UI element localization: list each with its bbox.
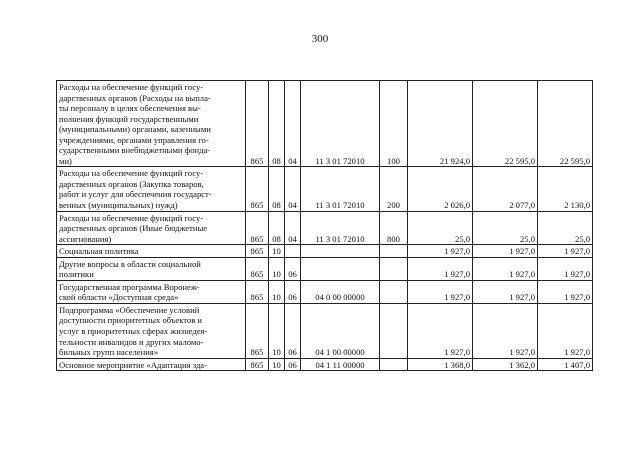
row-name-line: доступности приоритетных объектов и — [59, 315, 203, 326]
amount-year1-cell: 1 927,0 — [408, 280, 473, 303]
amount-year2-cell: 1 927,0 — [473, 257, 538, 280]
table-row — [57, 303, 593, 358]
vr-cell — [380, 245, 408, 258]
pr-cell: 04 — [285, 167, 301, 211]
amount-year1-cell: 1 927,0 — [408, 257, 473, 280]
amount-year1-cell: 25,0 — [408, 211, 473, 245]
amount-year3-cell: 1 927,0 — [538, 303, 593, 358]
rz-cell: 08 — [269, 167, 285, 211]
amount-year2-cell: 1 927,0 — [473, 245, 538, 258]
rz-cell: 10 — [269, 358, 285, 371]
rz-cell: 08 — [269, 81, 285, 167]
pr-cell: 04 — [285, 81, 301, 167]
ved-cell: 865 — [246, 280, 269, 303]
ved-cell: 865 — [246, 81, 269, 167]
csr-cell: 11 3 01 72010 — [301, 81, 380, 167]
row-name-line: учреждениями, органами управления го- — [59, 134, 209, 145]
csr-cell — [301, 245, 380, 258]
csr-cell: 04 1 11 00000 — [301, 358, 380, 371]
amount-year1-cell: 1 927,0 — [408, 303, 473, 358]
table-row — [57, 280, 593, 303]
table-row — [57, 167, 593, 211]
row-name-line: тельности инвалидов и других маломо- — [59, 336, 204, 347]
row-name-line: ской области «Доступная среда» — [59, 292, 179, 303]
vr-cell: 200 — [380, 167, 408, 211]
ved-cell: 865 — [246, 257, 269, 280]
amount-year3-cell: 1 927,0 — [538, 245, 593, 258]
row-name-cell — [57, 167, 246, 211]
amount-year2-cell: 1 362,0 — [473, 358, 538, 371]
amount-year3-cell: 1 927,0 — [538, 257, 593, 280]
csr-cell: 11 3 01 72010 — [301, 167, 380, 211]
csr-cell: 04 1 00 00000 — [301, 303, 380, 358]
row-name-line: Расходы на обеспечение функций госу- — [59, 82, 204, 92]
amount-year1-cell: 21 924,0 — [408, 81, 473, 167]
row-name-line: работ и услуг для обеспечения государст- — [59, 189, 212, 200]
ved-cell: 865 — [246, 245, 269, 258]
pr-cell — [285, 245, 301, 258]
table-row — [57, 211, 593, 245]
ved-cell: 865 — [246, 303, 269, 358]
rz-cell: 10 — [269, 280, 285, 303]
table-body — [57, 81, 593, 371]
row-name-line: Расходы на обеспечение функций госу- — [59, 168, 204, 179]
row-name-cell — [57, 245, 246, 258]
row-name-line: дарственных органов (Закупка товаров, — [59, 178, 204, 189]
row-name-line: Социальная политика — [59, 246, 139, 257]
vr-cell — [380, 303, 408, 358]
row-name-line: бильных групп населения» — [59, 347, 159, 358]
ved-cell: 865 — [246, 358, 269, 371]
ved-cell: 865 — [246, 211, 269, 245]
amount-year1-cell: 1 368,0 — [408, 358, 473, 371]
row-name-line: услуг в приоритетных сферах жизнедея- — [59, 326, 208, 337]
row-name-line: Расходы на обеспечение функций госу- — [59, 212, 204, 223]
pr-cell: 04 — [285, 211, 301, 245]
amount-year3-cell: 1 407,0 — [538, 358, 593, 371]
pr-cell: 06 — [285, 303, 301, 358]
vr-cell — [380, 280, 408, 303]
csr-cell: 04 0 00 00000 — [301, 280, 380, 303]
vr-cell — [380, 358, 408, 371]
row-name-line: Основное мероприятие «Адаптация зда- — [59, 359, 207, 370]
pr-cell: 06 — [285, 358, 301, 371]
row-name-line: Подпрограмма «Обеспечение условий — [59, 304, 200, 315]
amount-year2-cell: 1 927,0 — [473, 303, 538, 358]
row-name-line: Государственная программа Воронеж- — [59, 281, 200, 292]
row-name-cell — [57, 303, 246, 358]
amount-year2-cell: 1 927,0 — [473, 280, 538, 303]
row-name-cell — [57, 81, 246, 167]
amount-year2-cell: 25,0 — [473, 211, 538, 245]
amount-year3-cell: 25,0 — [538, 211, 593, 245]
vr-cell: 800 — [380, 211, 408, 245]
row-name-line: (муниципальными) органами, казенными — [59, 124, 211, 135]
rz-cell: 10 — [269, 257, 285, 280]
budget-table — [56, 80, 593, 371]
pr-cell: 06 — [285, 257, 301, 280]
table-row — [57, 245, 593, 258]
table-row — [57, 81, 593, 167]
amount-year3-cell: 1 927,0 — [538, 280, 593, 303]
amount-year2-cell: 22 595,0 — [473, 81, 538, 167]
row-name-line: полнения функций государственными — [59, 113, 199, 124]
amount-year1-cell: 1 927,0 — [408, 245, 473, 258]
rz-cell: 10 — [269, 245, 285, 258]
ved-cell: 865 — [246, 167, 269, 211]
row-name-line: ми) — [59, 155, 72, 166]
row-name-cell — [57, 211, 246, 245]
csr-cell: 11 3 01 72010 — [301, 211, 380, 245]
page-number: 300 — [311, 33, 329, 45]
amount-year3-cell: 22 595,0 — [538, 81, 593, 167]
rz-cell: 08 — [269, 211, 285, 245]
row-name-cell — [57, 257, 246, 280]
amount-year2-cell: 2 077,0 — [473, 167, 538, 211]
vr-cell: 100 — [380, 81, 408, 167]
row-name-line: дарственных органов (Иные бюджетные — [59, 223, 208, 234]
row-name-line: венных (муниципальных) нужд) — [59, 200, 178, 211]
row-name-cell — [57, 358, 246, 371]
row-name-line: ассигнования) — [59, 233, 112, 244]
table-row — [57, 358, 593, 371]
row-name-line: сударственными внебюджетными фонда- — [59, 145, 211, 156]
row-name-line: Другие вопросы в области социальной — [59, 258, 201, 269]
row-name-cell — [57, 280, 246, 303]
row-name-line: ты персоналу в целях обеспечения вы- — [59, 103, 201, 114]
rz-cell: 10 — [269, 303, 285, 358]
amount-year1-cell: 2 026,0 — [408, 167, 473, 211]
csr-cell — [301, 257, 380, 280]
vr-cell — [380, 257, 408, 280]
amount-year3-cell: 2 130,0 — [538, 167, 593, 211]
row-name-line: политики — [59, 269, 94, 280]
table-row — [57, 257, 593, 280]
row-name-line: дарственных органов (Расходы на выпла- — [59, 92, 211, 103]
pr-cell: 06 — [285, 280, 301, 303]
